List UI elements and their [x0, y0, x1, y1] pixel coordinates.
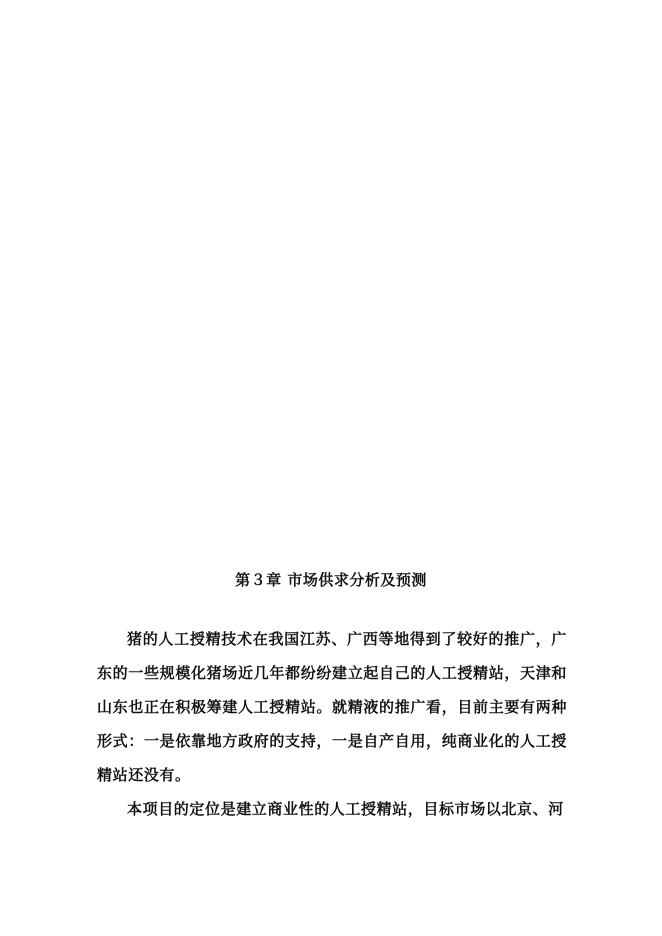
chapter-title: 第３章 市场供求分析及预测 [235, 571, 427, 589]
paragraph-2: 本项目的定位是建立商业性的人工授精站，目标市场以北京、河 [127, 800, 564, 818]
body-text [97, 622, 567, 826]
paragraph-1: 猪的人工授精技术在我国江苏、广西等地得到了较好的推广，广东的一些规模化猪场近几年都纷纷建立起自己的人工授精站，天津和山东也正在积极筹建人工授精站。就精液的推广看，目前主要有两种形式：一是依靠地方政府的支持，一是自产自用，纯商业化的人工授精站还没有。 [97, 630, 567, 784]
